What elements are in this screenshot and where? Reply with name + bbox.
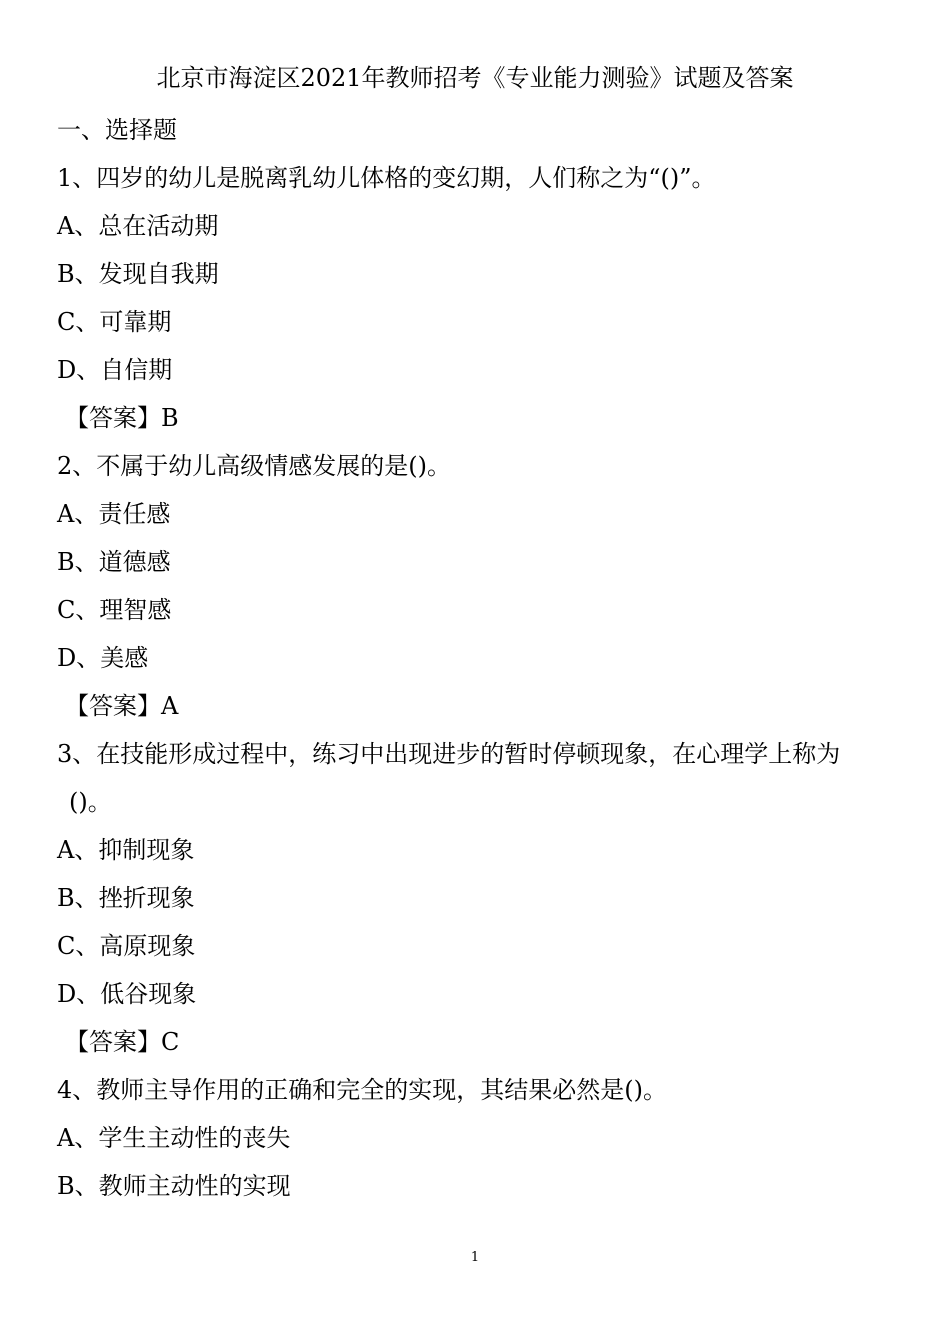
document-title: 北京市海淀区2021年教师招考《专业能力测验》试题及答案: [156, 64, 794, 92]
question-2-option-c: C、理智感: [57, 596, 172, 624]
question-1-stem: 1、四岁的幼儿是脱离乳幼儿体格的变幻期，人们称之为“()”。: [57, 164, 716, 192]
section-heading: 一、选择题: [57, 116, 177, 144]
question-4-stem: 4、教师主导作用的正确和完全的实现，其结果必然是()。: [57, 1076, 667, 1104]
question-4-option-b: B、教师主动性的实现: [57, 1172, 291, 1200]
question-2-answer: 【答案】A: [65, 692, 179, 720]
question-2-option-a: A、责任感: [57, 500, 171, 528]
question-2-option-d: D、美感: [57, 644, 149, 672]
question-3-stem: 3、在技能形成过程中，练习中出现进步的暂时停顿现象，在心理学上称为: [57, 740, 841, 768]
question-4-option-a: A、学生主动性的丧失: [57, 1124, 291, 1152]
question-2-option-b: B、道德感: [57, 548, 171, 576]
question-1-option-d: D、自信期: [57, 356, 173, 384]
question-1-option-c: C、可靠期: [57, 308, 172, 336]
page-number: 1: [470, 1250, 480, 1265]
question-3-answer: 【答案】C: [65, 1028, 180, 1056]
question-1-option-b: B、发现自我期: [57, 260, 219, 288]
question-1-answer: 【答案】B: [65, 404, 179, 432]
question-3-option-d: D、低谷现象: [57, 980, 197, 1008]
question-3-option-c: C、高原现象: [57, 932, 196, 960]
question-1-option-a: A、总在活动期: [57, 212, 219, 240]
question-3-stem-continued: ()。: [69, 788, 112, 816]
question-list: [57, 106, 897, 1210]
question-3-option-b: B、挫折现象: [57, 884, 195, 912]
question-3-option-a: A、抑制现象: [57, 836, 195, 864]
question-2-stem: 2、不属于幼儿高级情感发展的是()。: [57, 452, 451, 480]
